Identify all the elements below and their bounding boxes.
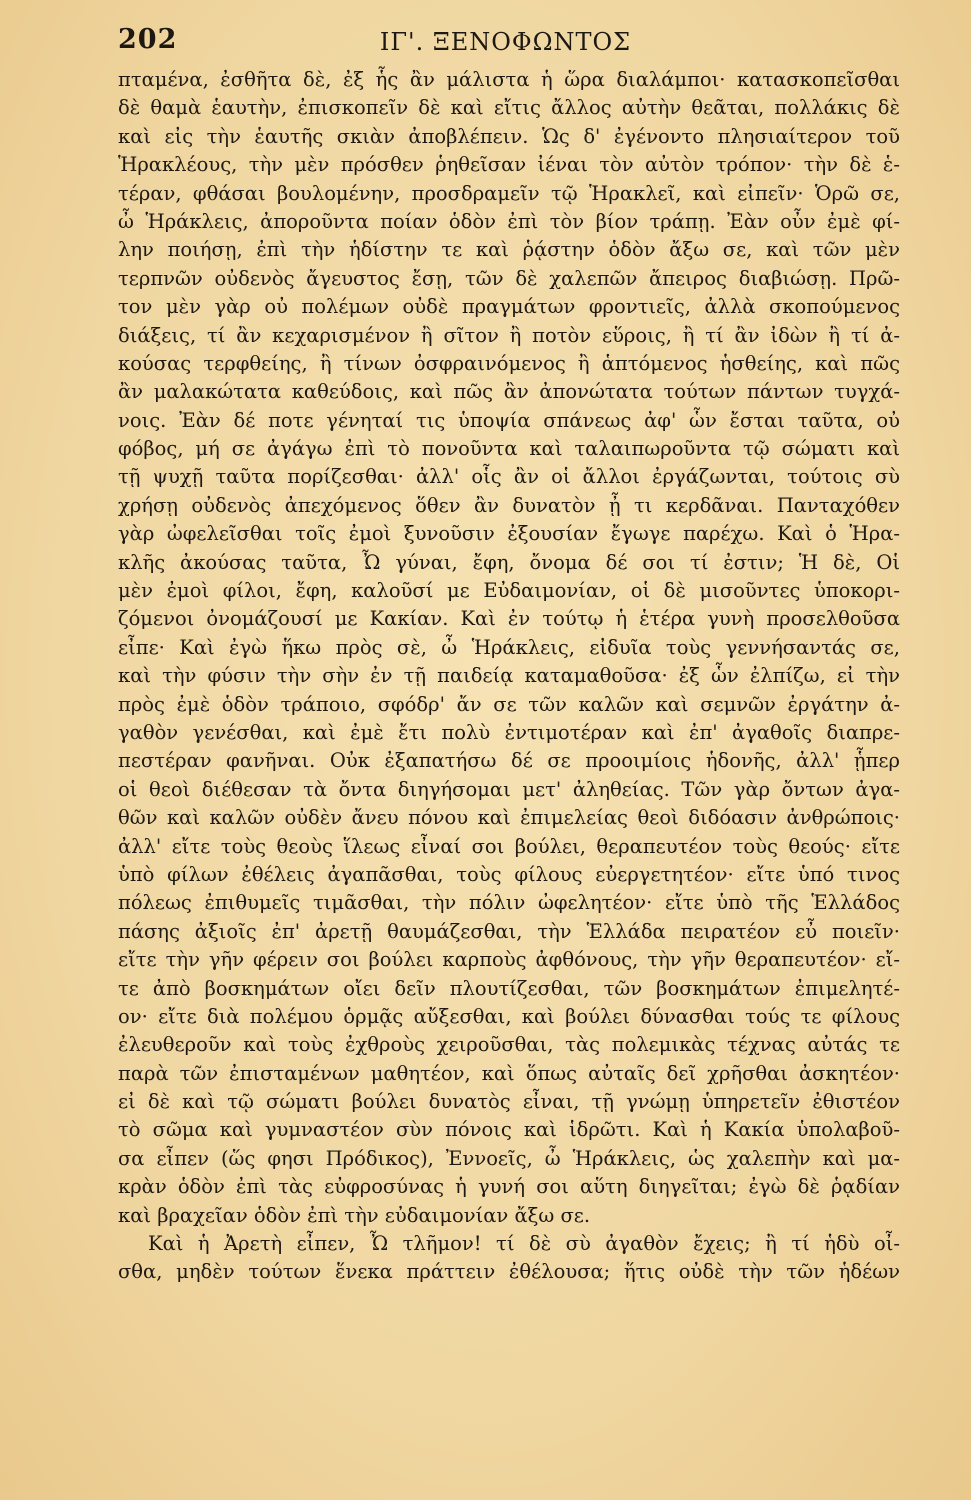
text-line: εἴτε τὴν γῆν φέρειν σοι βούλει καρποὺς ἀφθόνους, τὴν γῆν θεραπευτέον· εἴ- [118,948,900,972]
text-line: τερπνῶν οὐδενὸς ἄγευστος ἔσῃ, τῶν δὲ χαλεπῶν ἄπειρος διαβιώσῃ. Πρῶ- [118,266,900,290]
text-line: εἰ δὲ καὶ τῷ σώματι βούλει δυνατὸς εἶναι, τῇ γνώμῃ ὑπηρετεῖν ἐθιστέον [118,1090,900,1114]
text-line: ὑπὸ φίλων ἐθέλεις ἀγαπᾶσθαι, τοὺς φίλους εὐεργετητέον· εἴτε ὑπό τινος [118,862,900,886]
text-line: τὸ σῶμα καὶ γυμναστέον σὺν πόνοις καὶ ἱδρῶτι. Καὶ ἡ Κακία ὑπολαβοῦ- [118,1118,900,1142]
text-line: φόβος, μή σε ἀγάγω ἐπὶ τὸ πονοῦντα καὶ ταλαιπωροῦντα τῷ σώματι καὶ [118,437,900,461]
text-line: ὦ Ἡράκλεις, ἀποροῦντα ποίαν ὁδὸν ἐπὶ τὸν βίον τράπῃ. Ἐὰν οὖν ἐμὲ φί- [118,209,900,233]
text-line: Καὶ ἡ Ἀρετὴ εἶπεν, Ὦ τλῆμον! τί δὲ σὺ ἀγαθὸν ἔχεις; ἢ τί ἡδὺ οἶ- [148,1232,900,1256]
text-body [118,66,900,1287]
text-line: νοις. Ἐὰν δέ ποτε γένηταί τις ὑποψία σπάνεως ἀφ' ὧν ἔσται ταῦτα, οὐ [118,408,900,432]
text-line: λην ποιήσῃ, ἐπὶ τὴν ἡδίστην τε καὶ ῥᾴστην ὁδὸν ἄξω σε, καὶ τῶν μὲν [118,238,900,262]
text-line: γὰρ ὠφελεῖσθαι τοῖς ἐμοὶ ξυνοῦσιν ἐξουσίαν ἔγωγε παρέχω. Καὶ ὁ Ἡρα- [118,522,900,546]
text-line: κρὰν ὁδὸν ἐπὶ τὰς εὐφροσύνας ἡ γυνή σοι αὕτη διηγεῖται; ἐγὼ δὲ ῥᾳδίαν [118,1175,900,1199]
text-line: ον· εἴτε διὰ πολέμου ὁρμᾷς αὔξεσθαι, καὶ βούλει δύνασθαι τούς τε φίλους [118,1004,900,1028]
text-line: καὶ εἰς τὴν ἑαυτῆς σκιὰν ἀποβλέπειν. Ὡς δ' ἐγένοντο πλησιαίτερον τοῦ [118,124,900,148]
text-line: τε ἀπὸ βοσκημάτων οἴει δεῖν πλουτίζεσθαι, τῶν βοσκημάτων ἐπιμελητέ- [118,976,900,1000]
text-line: πόλεως ἐπιθυμεῖς τιμᾶσθαι, τὴν πόλιν ὠφελητέον· εἴτε ὑπὸ τῆς Ἑλλάδος [118,891,900,915]
text-line: γαθὸν γενέσθαι, καὶ ἐμὲ ἔτι πολὺ ἐντιμοτέραν καὶ ἐπ' ἀγαθοῖς διαπρε- [118,720,900,744]
text-line: κλῆς ἀκούσας ταῦτα, Ὦ γύναι, ἔφη, ὄνομα δέ σοι τί ἐστιν; Ἡ δὲ, Οἱ [118,550,900,574]
page-number: 202 [118,24,178,55]
running-head: ΙΓ'. ΞΕΝΟΦΩΝΤΟΣ [379,28,632,56]
text-line: Ἡρακλέους, τὴν μὲν πρόσθεν ῥηθεῖσαν ἰέναι τὸν αὐτὸν τρόπον· τὴν δὲ ἑ- [118,153,900,177]
text-line: χρήσῃ οὐδενὸς ἀπεχόμενος ὅθεν ἂν δυνατὸν ᾖ τι κερδᾶναι. Πανταχόθεν [118,493,900,517]
text-line: σθα, μηδὲν τούτων ἕνεκα πράττειν ἐθέλουσα; ἥτις οὐδὲ τὴν τῶν ἡδέων [118,1260,900,1284]
text-line: τον μὲν γὰρ οὐ πολέμων οὐδὲ πραγμάτων φροντιεῖς, ἀλλὰ σκοπούμενος [118,295,900,319]
text-line: εἶπε· Καὶ ἐγὼ ἥκω πρὸς σὲ, ὦ Ἡράκλεις, εἰδυῖα τοὺς γεννήσαντάς σε, [118,635,900,659]
text-line: ἀλλ' εἴτε τοὺς θεοὺς ἵλεως εἶναί σοι βούλει, θεραπευτέον τοὺς θεούς· εἴτε [118,834,900,858]
text-line: ζόμενοι ὀνομάζουσί με Κακίαν. Καὶ ἐν τούτῳ ἡ ἑτέρα γυνὴ προσελθοῦσα [118,607,900,631]
text-line: θῶν καὶ καλῶν οὐδὲν ἄνευ πόνου καὶ ἐπιμελείας θεοὶ διδόασιν ἀνθρώποις· [118,806,900,830]
text-line: ἐλευθεροῦν καὶ τοὺς ἐχθροὺς χειροῦσθαι, τὰς πολεμικὰς τέχνας αὐτάς τε [118,1033,900,1057]
text-line: κούσας τερφθείης, ἢ τίνων ὀσφραινόμενος ἢ ἁπτόμενος ἡσθείης, καὶ πῶς [118,351,900,375]
text-line: μὲν ἐμοὶ φίλοι, ἔφη, καλοῦσί με Εὐδαιμονίαν, οἱ δὲ μισοῦντες ὑποκορι- [118,579,900,603]
text-line: ἂν μαλακώτατα καθεύδοις, καὶ πῶς ἂν ἀπονώτατα τούτων πάντων τυγχά- [118,380,900,404]
text-line: παρὰ τῶν ἐπισταμένων μαθητέον, καὶ ὅπως αὐταῖς δεῖ χρῆσθαι ἀσκητέον· [118,1061,900,1085]
text-line: διάξεις, τί ἂν κεχαρισμένον ἢ σῖτον ἢ ποτὸν εὕροις, ἢ τί ἂν ἰδὼν ἢ τί ἀ- [118,323,900,347]
text-line: πταμένα, ἐσθῆτα δὲ, ἐξ ἧς ἂν μάλιστα ἡ ὥρα διαλάμποι· κατασκοπεῖσθαι [118,68,900,91]
text-line: πάσης ἀξιοῖς ἐπ' ἀρετῇ θαυμάζεσθαι, τὴν Ἑλλάδα πειρατέον εὖ ποιεῖν· [118,919,900,943]
text-line: τέραν, φθάσαι βουλομένην, προσδραμεῖν τῷ Ἡρακλεῖ, καὶ εἰπεῖν· Ὁρῶ σε, [118,181,900,205]
text-line: καὶ βραχεῖαν ὁδὸν ἐπὶ τὴν εὐδαιμονίαν ἄξω σε. [118,1203,591,1227]
text-line: καὶ τὴν φύσιν τὴν σὴν ἐν τῇ παιδείᾳ καταμαθοῦσα· ἐξ ὧν ἐλπίζω, εἰ τὴν [118,664,900,688]
text-line: οἱ θεοὶ διέθεσαν τὰ ὄντα διηγήσομαι μετ' ἀληθείας. Τῶν γὰρ ὄντων ἀγα- [118,777,900,801]
text-line: πεστέραν φανῆναι. Οὐκ ἐξαπατήσω δέ σε προοιμίοις ἡδονῆς, ἀλλ' ᾗπερ [118,749,900,773]
page-header [118,24,893,64]
text-line: δὲ θαμὰ ἑαυτὴν, ἐπισκοπεῖν δὲ καὶ εἴτις ἄλλος αὐτὴν θεᾶται, πολλάκις δὲ [118,96,900,120]
text-line: πρὸς ἐμὲ ὁδὸν τράποιο, σφόδρ' ἄν σε τῶν καλῶν καὶ σεμνῶν ἐργάτην ἀ- [118,692,900,716]
text-line: σα εἶπεν (ὥς φησι Πρόδικος), Ἐννοεῖς, ὦ Ἡράκλεις, ὡς χαλεπὴν καὶ μα- [118,1146,900,1170]
text-line: τῇ ψυχῇ ταῦτα πορίζεσθαι· ἀλλ' οἷς ἂν οἱ ἄλλοι ἐργάζωνται, τούτοις σὺ [118,465,900,489]
